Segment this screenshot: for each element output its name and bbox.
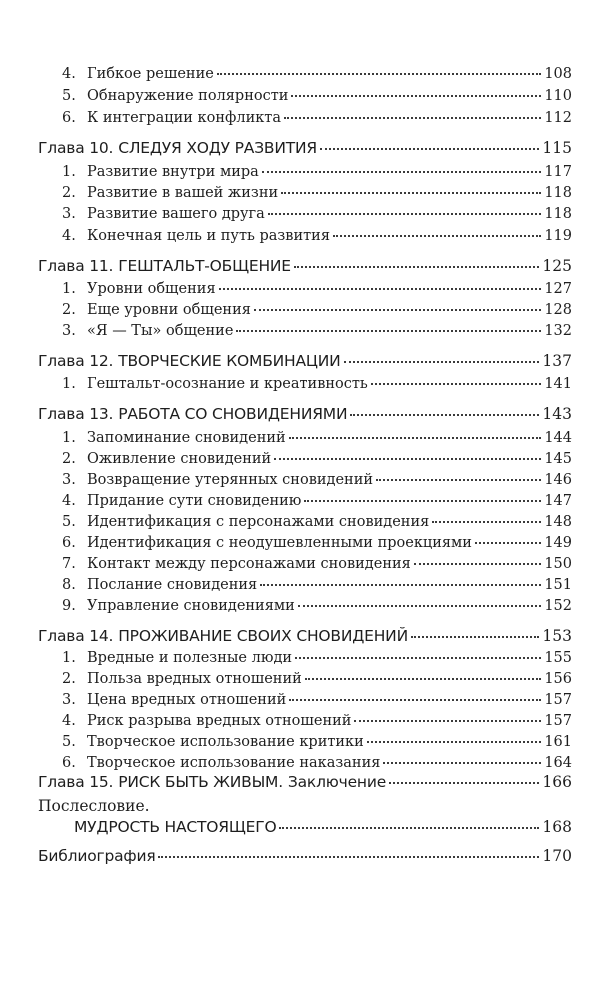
section-title: Уровни общения — [87, 281, 216, 297]
toc-section-entry[interactable] — [62, 556, 572, 572]
dot-leader — [344, 361, 540, 363]
chapter-suffix: Заключение — [287, 773, 387, 791]
section-title: К интеграции конфликта — [87, 110, 281, 126]
toc-chapter-entry[interactable] — [38, 352, 572, 370]
section-title: Послание сновидения — [87, 577, 258, 593]
section-title: Развитие вашего друга — [87, 206, 265, 222]
section-number: 1. — [62, 430, 76, 446]
dot-leader — [350, 414, 539, 416]
page-number: 128 — [544, 302, 572, 318]
section-number: 6. — [62, 535, 76, 551]
dot-leader — [279, 827, 539, 829]
chapter-title: РИСК БЫТЬ ЖИВЫМ. — [118, 773, 283, 791]
section-number: 2. — [62, 185, 76, 201]
section-title: Оживление сновидений — [87, 451, 272, 467]
chapter-title: ПРОЖИВАНИЕ СВОИХ СНОВИДЕНИЙ — [118, 627, 408, 645]
section-title: Контакт между персонажами сновидения — [87, 556, 411, 572]
toc-chapter-entry[interactable] — [38, 257, 572, 275]
page-number: 148 — [544, 514, 572, 530]
section-title: Придание сути сновидению — [87, 493, 302, 509]
section-number: 2. — [62, 302, 76, 318]
section-title: Гибкое решение — [87, 66, 214, 82]
page-number: 145 — [544, 451, 572, 467]
toc-section-entry[interactable] — [62, 514, 572, 530]
chapter-title: РАБОТА СО СНОВИДЕНИЯМИ — [118, 405, 348, 423]
dot-leader — [305, 678, 542, 680]
section-title: Конечная цель и путь развития — [87, 228, 330, 244]
section-title: Запоминание сновидений — [87, 430, 286, 446]
section-title: Развитие внутри мира — [87, 164, 259, 180]
page-number: 168 — [542, 818, 572, 836]
page-number: 149 — [544, 535, 572, 551]
afterword-label: Послесловие. — [38, 797, 150, 815]
page-number: 143 — [542, 405, 572, 423]
dot-leader — [284, 117, 541, 119]
dot-leader — [371, 383, 542, 385]
dot-leader — [367, 741, 542, 743]
section-number: 9. — [62, 598, 76, 614]
page-number: 108 — [544, 66, 572, 82]
section-title: Риск разрыва вредных отношений — [87, 713, 352, 729]
chapter-label: Глава 12. — [38, 352, 114, 370]
dot-leader — [432, 521, 541, 523]
toc-entry-bibliography[interactable] — [38, 847, 572, 865]
page-number: 115 — [542, 139, 572, 157]
section-title: Управление сновидениями — [87, 598, 295, 614]
toc-section-entry[interactable] — [62, 323, 572, 339]
toc-section-entry[interactable] — [62, 185, 572, 201]
toc-chapter-entry[interactable] — [38, 139, 572, 157]
chapter-title: ГЕШТАЛЬТ-ОБЩЕНИЕ — [118, 257, 291, 275]
page-number: 118 — [544, 185, 572, 201]
section-title: Еще уровни общения — [87, 302, 251, 318]
dot-leader — [219, 288, 542, 290]
section-number: 4. — [62, 493, 76, 509]
page-number: 146 — [544, 472, 572, 488]
dot-leader — [414, 563, 542, 565]
chapter-title: ТВОРЧЕСКИЕ КОМБИНАЦИИ — [118, 352, 341, 370]
section-title: Идентификация с неодушевленными проекциями — [87, 535, 472, 551]
toc-section-entry[interactable] — [62, 535, 572, 551]
page-number: 166 — [542, 773, 572, 791]
chapter-label: Глава 14. — [38, 627, 114, 645]
toc-section-entry[interactable] — [62, 164, 572, 180]
toc-section-entry[interactable] — [62, 66, 572, 82]
dot-leader — [262, 171, 541, 173]
toc-chapter-entry[interactable] — [38, 773, 572, 791]
dot-leader — [294, 266, 540, 268]
page-number: 117 — [544, 164, 572, 180]
toc-section-entry[interactable] — [62, 451, 572, 467]
page-number: 127 — [544, 281, 572, 297]
toc-chapter-entry[interactable] — [38, 627, 572, 645]
section-number: 5. — [62, 514, 76, 530]
dot-leader — [354, 720, 541, 722]
dot-leader — [376, 479, 541, 481]
section-title: Цена вредных отношений — [87, 692, 287, 708]
page-number: 170 — [542, 847, 572, 865]
page-number: 152 — [544, 598, 572, 614]
dot-leader — [281, 192, 541, 194]
section-number: 1. — [62, 376, 76, 392]
toc-section-entry[interactable] — [62, 598, 572, 614]
dot-leader — [260, 584, 541, 586]
page-number: 147 — [544, 493, 572, 509]
section-number: 3. — [62, 323, 76, 339]
page-number: 161 — [544, 734, 572, 750]
dot-leader — [298, 605, 541, 607]
section-number: 5. — [62, 88, 76, 104]
page-number: 144 — [544, 430, 572, 446]
page-number: 141 — [544, 376, 572, 392]
dot-leader — [289, 437, 542, 439]
chapter-label: Глава 11. — [38, 257, 114, 275]
toc-section-entry[interactable] — [62, 734, 572, 750]
toc-section-entry[interactable] — [62, 755, 572, 771]
dot-leader — [236, 330, 541, 332]
page-number: 151 — [544, 577, 572, 593]
page-number: 150 — [544, 556, 572, 572]
page-number: 155 — [544, 650, 572, 666]
toc-section-entry[interactable] — [62, 577, 572, 593]
dot-leader — [389, 782, 539, 784]
toc-section-entry[interactable] — [62, 206, 572, 222]
toc-section-entry[interactable] — [62, 430, 572, 446]
page-number: 157 — [544, 713, 572, 729]
dot-leader — [274, 458, 541, 460]
dot-leader — [291, 95, 541, 97]
section-number: 1. — [62, 650, 76, 666]
section-number: 4. — [62, 713, 76, 729]
section-number: 2. — [62, 451, 76, 467]
dot-leader — [295, 657, 541, 659]
page-number: 132 — [544, 323, 572, 339]
section-number: 5. — [62, 734, 76, 750]
section-title: Возвращение утерянных сновидений — [87, 472, 374, 488]
section-title: «Я — Ты» общение — [87, 323, 234, 339]
page-number: 125 — [542, 257, 572, 275]
toc-section-entry[interactable] — [62, 302, 572, 318]
section-number: 6. — [62, 755, 76, 771]
page-number: 156 — [544, 671, 572, 687]
dot-leader — [158, 856, 539, 858]
section-title: Обнаружение полярности — [87, 88, 289, 104]
page-number: 164 — [544, 755, 572, 771]
section-title: Развитие в вашей жизни — [87, 185, 279, 201]
chapter-label: Глава 10. — [38, 139, 114, 157]
section-title: Гештальт-осознание и креативность — [87, 376, 368, 392]
toc-section-entry[interactable] — [62, 713, 572, 729]
dot-leader — [289, 699, 541, 701]
chapter-label: Глава 15. — [38, 773, 114, 791]
section-title: Вредные и полезные люди — [87, 650, 293, 666]
dot-leader — [254, 309, 541, 311]
section-number: 3. — [62, 206, 76, 222]
page-number: 157 — [544, 692, 572, 708]
section-title: Творческое использование критики — [87, 734, 364, 750]
section-title: Польза вредных отношений — [87, 671, 302, 687]
dot-leader — [217, 73, 542, 75]
page-number: 137 — [542, 352, 572, 370]
dot-leader — [333, 235, 541, 237]
page-number: 112 — [544, 110, 572, 126]
chapter-title: СЛЕДУЯ ХОДУ РАЗВИТИЯ — [118, 139, 317, 157]
section-number: 7. — [62, 556, 76, 572]
section-number: 3. — [62, 692, 76, 708]
toc-section-entry[interactable] — [62, 671, 572, 687]
toc-entry-afterword[interactable] — [74, 818, 572, 836]
page-number: 119 — [544, 228, 572, 244]
section-number: 1. — [62, 281, 76, 297]
chapter-label: Глава 13. — [38, 405, 114, 423]
section-number: 8. — [62, 577, 76, 593]
dot-leader — [383, 762, 541, 764]
toc-section-entry[interactable] — [62, 493, 572, 509]
page-number: 153 — [542, 627, 572, 645]
toc-section-entry[interactable] — [62, 228, 572, 244]
page-number: 110 — [544, 88, 572, 104]
toc-section-entry[interactable] — [62, 376, 572, 392]
section-number: 6. — [62, 110, 76, 126]
toc-chapter-entry[interactable] — [38, 405, 572, 423]
page-number: 118 — [544, 206, 572, 222]
toc-section-entry[interactable] — [62, 472, 572, 488]
dot-leader — [411, 636, 539, 638]
section-number: 2. — [62, 671, 76, 687]
dot-leader — [320, 148, 539, 150]
afterword-title: МУДРОСТЬ НАСТОЯЩЕГО — [74, 818, 277, 836]
toc-section-entry[interactable] — [62, 650, 572, 666]
section-number: 4. — [62, 228, 76, 244]
toc-section-entry[interactable] — [62, 281, 572, 297]
dot-leader — [268, 213, 542, 215]
toc-section-entry[interactable] — [62, 110, 572, 126]
toc-section-entry[interactable] — [62, 692, 572, 708]
section-title: Идентификация с персонажами сновидения — [87, 514, 430, 530]
bibliography-title: Библиография — [38, 847, 156, 865]
section-number: 3. — [62, 472, 76, 488]
dot-leader — [304, 500, 541, 502]
section-title: Творческое использование наказания — [87, 755, 381, 771]
toc-section-entry[interactable] — [62, 88, 572, 104]
section-number: 4. — [62, 66, 76, 82]
section-number: 1. — [62, 164, 76, 180]
dot-leader — [475, 542, 541, 544]
